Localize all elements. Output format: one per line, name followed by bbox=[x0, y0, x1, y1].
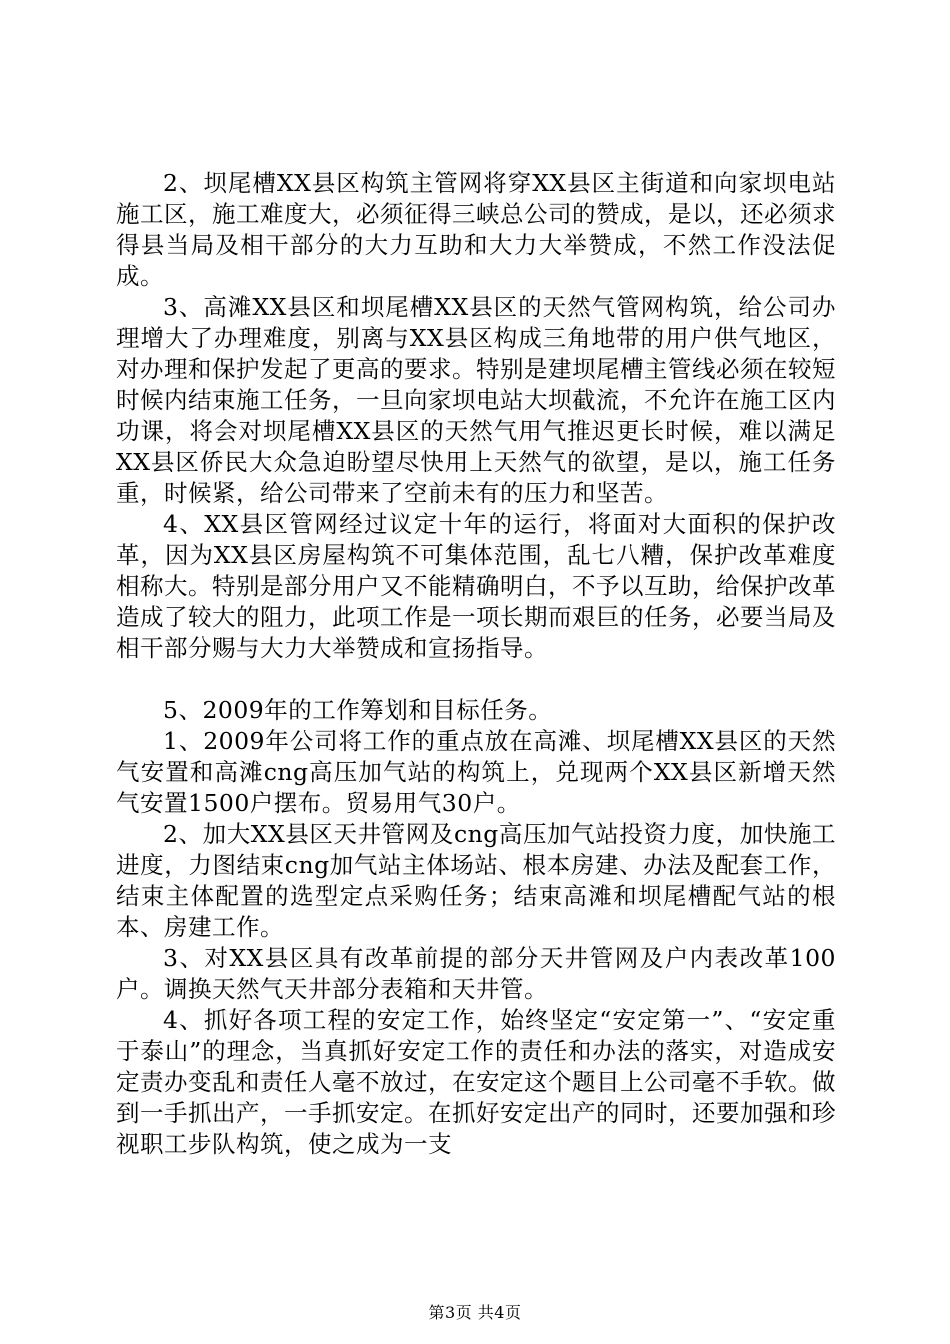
paragraph-spacer bbox=[116, 664, 836, 695]
document-body bbox=[116, 168, 836, 1160]
paragraph-plan-4: 4、抓好各项工程的安定工作，始终坚定“安定第一”、“安定重于泰山”的理念，当真抓好安定工作的责任和办法的落实，对造成安定责办变乱和责任人毫不放过，在安定这个题目上公司毫不手软。做到一手抓出产，一手抓安定。在抓好安定出产的同时，还要加强和珍视职工步队构筑，使之成为一支 bbox=[116, 1006, 836, 1158]
page-number-footer: 第3页 共4页 bbox=[428, 1303, 522, 1322]
paragraph-plan-1: 1、2009年公司将工作的重点放在高滩、坝尾槽XX县区的天然气安置和高滩cng高压加气站的构筑上，兑现两个XX县区新增天然气安置1500户摆布。贸易用气30户。 bbox=[116, 727, 836, 817]
paragraph-difficulty-3: 3、高滩XX县区和坝尾槽XX县区的天然气管网构筑，给公司办理增大了办理难度，别离与XX县区构成三角地带的用户供气地区，对办理和保护发起了更高的要求。特别是建坝尾槽主管线必须在较短时候内结束施工任务，一旦向家坝电站大坝截流，不允许在施工区内功课，将会对坝尾槽XX县区的天然气用气推迟更长时候，难以满足XX县区侨民大众急迫盼望尽快用上天然气的欲望，是以，施工任务重，时候紧，给公司带来了空前未有的压力和坚苦。 bbox=[116, 293, 836, 507]
paragraph-plan-3: 3、对XX县区具有改革前提的部分天井管网及户内表改革100户。调换天然气天井部分表箱和天井管。 bbox=[116, 944, 836, 1003]
paragraph-plan-2: 2、加大XX县区天井管网及cng高压加气站投资力度，加快施工进度，力图结束cng加气站主体场站、根本房建、办法及配套工作，结束主体配置的选型定点采购任务；结束高滩和坝尾槽配气站的根本、房建工作。 bbox=[116, 820, 836, 941]
paragraph-difficulty-4: 4、XX县区管网经过议定十年的运行，将面对大面积的保护改革，因为XX县区房屋构筑不可集体范围，乱七八糟，保护改革难度相称大。特别是部分用户又不能精确明白，不予以互助，给保护改革造成了较大的阻力，此项工作是一项长期而艰巨的任务，必要当局及相干部分赐与大力大举赞成和宣扬指导。 bbox=[116, 510, 836, 662]
paragraph-difficulty-2: 2、坝尾槽XX县区构筑主管网将穿XX县区主街道和向家坝电站施工区，施工难度大，必须征得三峡总公司的赞成，是以，还必须求得县当局及相干部分的大力互助和大力大举赞成，不然工作没法促成。 bbox=[116, 169, 836, 290]
section-heading-2009-plan: 5、2009年的工作筹划和目标任务。 bbox=[163, 696, 553, 724]
